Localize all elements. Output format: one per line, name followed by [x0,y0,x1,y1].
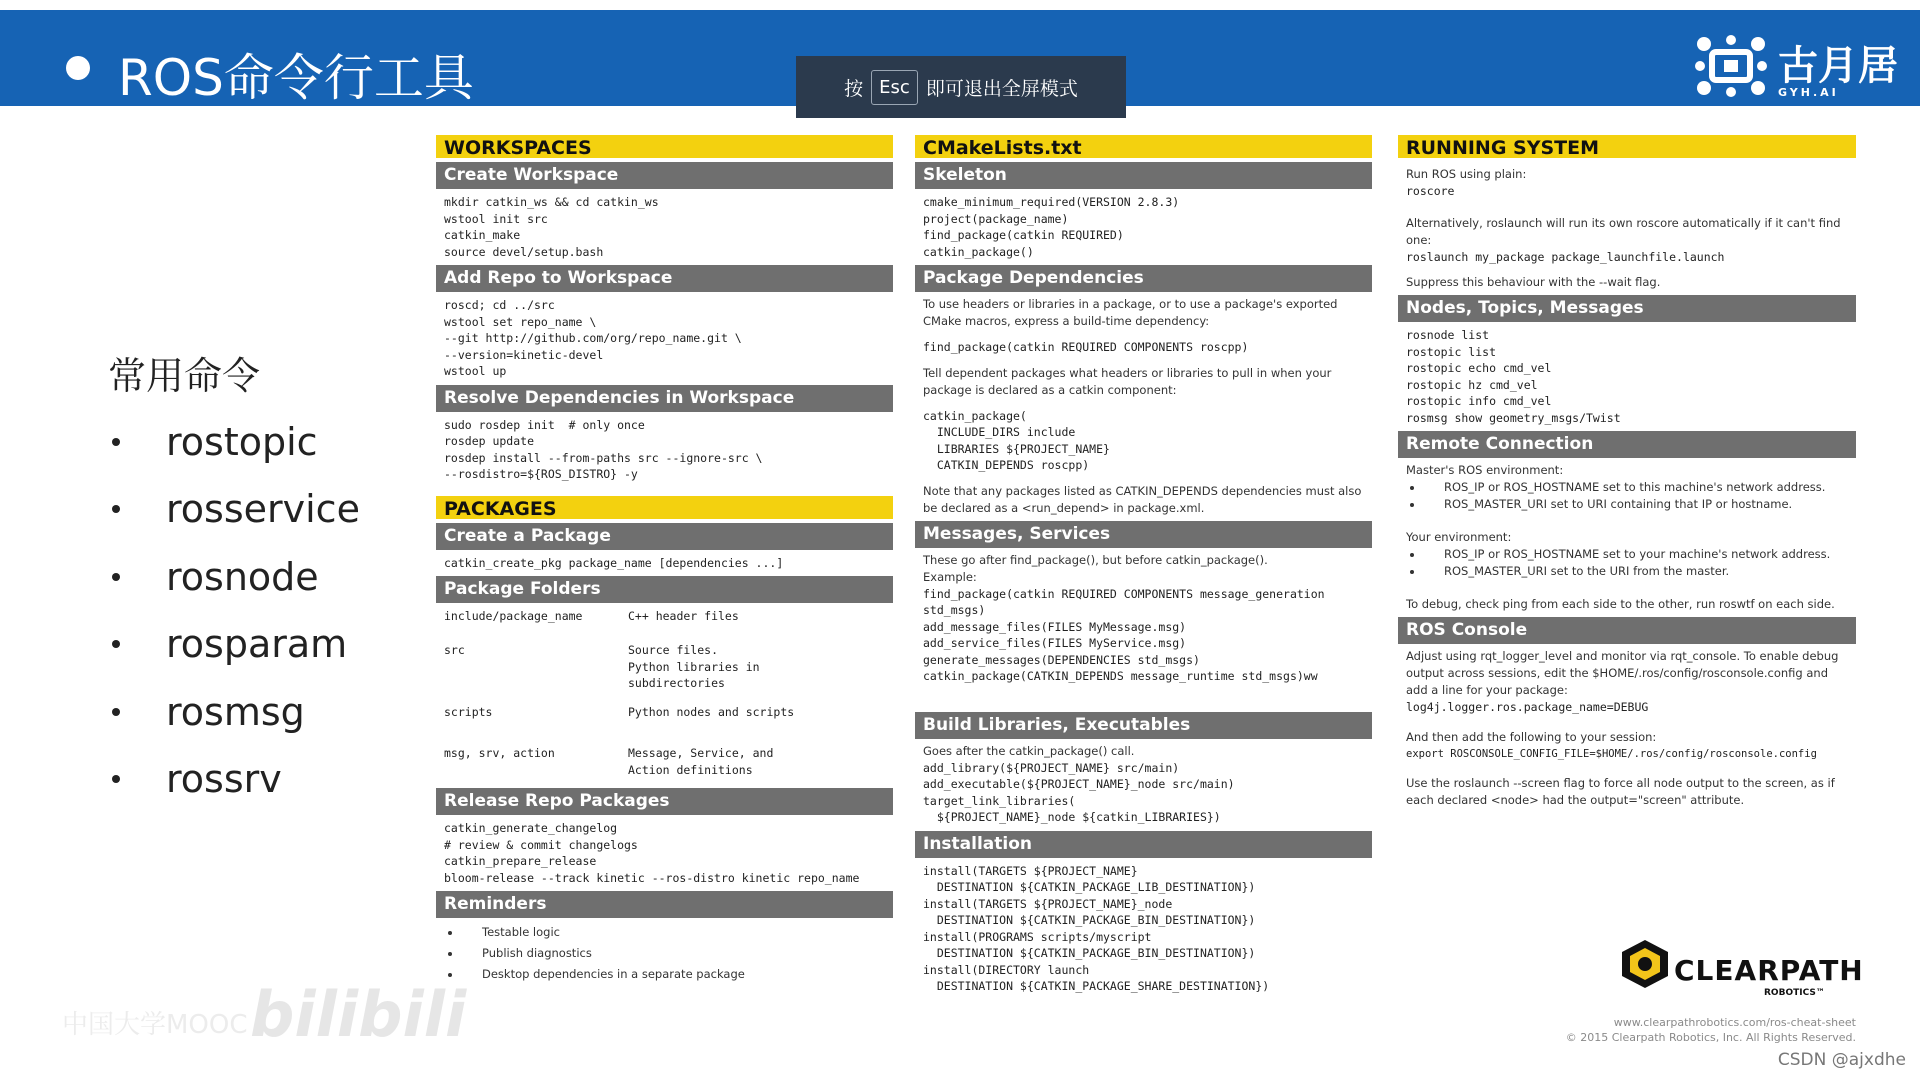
nodes-code: rosnode list rostopic list rostopic echo cmd_vel rostopic hz cmd_vel rostopic info cmd_vel rosmsg show geometry_msgs/Twist [1406,328,1621,425]
bullet-icon [1410,503,1414,507]
code-release: catkin_generate_changelog # review & commit changelogs catkin_prepare_release bloom-release --track kinetic --ros-distro kinetic repo_name [444,821,860,885]
gyh-logo-icon [1694,34,1768,98]
bullet-icon [1410,553,1414,557]
console-code-2: export ROSCONSOLE_CONFIG_FILE=$HOME/.ros/config/rosconsole.config [1406,747,1817,760]
commands-list [108,408,360,813]
command-name: rosparam [166,622,348,667]
bullet-icon [112,775,120,783]
command-name: rossrv [166,757,282,802]
list-item [108,746,360,814]
bullet-icon [448,952,452,956]
cheatsheet-column-1 [436,135,893,989]
subsection-remote-connection: Remote Connection [1398,431,1856,458]
msgs-text-1: These go after find_package(), but before catkin_package(). [923,552,1268,567]
remote-master-text: Master's ROS environment: [1406,463,1564,477]
cheatsheet-column-2 [915,135,1372,1000]
logo-text: 古月居 [1778,43,1898,89]
footer-copyright: © 2015 Clearpath Robotics, Inc. All Rights Reserved. [1565,1031,1856,1044]
deps-code-2: catkin_package( INCLUDE_DIRS include LIBRARIES ${PROJECT_NAME} CATKIN_DEPENDS roscpp) [923,408,1110,472]
code-skeleton: cmake_minimum_required(VERSION 2.8.3) project(package_name) find_package(catkin REQUIRED) catkin_package() [923,195,1180,259]
banner-message: 即可退出全屏模式 [925,77,1078,100]
bullet-icon [112,708,120,716]
folder-desc: Source files. Python libraries in subdirectories [628,643,760,690]
remote-item: ROS_IP or ROS_HOSTNAME set to this machine's network address. [1444,480,1826,494]
slide-title: ROS命令行工具 [118,49,474,107]
reminders-list [436,918,893,989]
gyh-logo [1694,30,1900,104]
deps-code-1: find_package(catkin REQUIRED COMPONENTS roscpp) [923,340,1249,354]
bilibili-watermark: bilibili [250,978,467,1051]
section-packages: PACKAGES [436,496,893,523]
remote-item: ROS_MASTER_URI set to URI containing that IP or hostname. [1444,497,1793,511]
bullet-icon [1410,570,1414,574]
list-item [1406,563,1848,580]
package-folders-table [436,603,893,788]
watermark-mooc: 中国大学MOOC [62,1010,248,1040]
section-running-system: RUNNING SYSTEM [1398,135,1856,162]
list-item [108,543,360,611]
subsection-package-deps: Package Dependencies [915,265,1372,292]
reminder-text: Desktop dependencies in a separate package [482,967,745,981]
bullet-icon [112,640,120,648]
logo-subtext: GYH.AI [1778,86,1839,99]
subsection-create-package: Create a Package [436,523,893,550]
console-text-3: Use the roslaunch --screen flag to force all node output to the screen, as if each declared <node> had the output="screen" attribute. [1406,776,1835,807]
list-item [444,943,885,964]
code-resolve-deps: sudo rosdep init # only once rosdep update rosdep install --from-paths src --ignore-src \ --rosdistro=${ROS_DISTRO} -y [444,417,763,481]
running-code-1: roscore [1406,184,1455,198]
console-text-1: Adjust using rqt_logger_level and monitor via rqt_console. To enable debug output across sessions, edit the $HOME/.ros/config/rosconsole.config and add a line for your package: [1406,649,1839,697]
msgs-code: find_package(catkin REQUIRED COMPONENTS message_generation std_msgs) add_message_files(FILES MyMessage.msg) add_service_files(FILES MyService.msg) generate_messages(DEPENDENCIES std_msgs) catkin_package(CATKIN_DEPENDS message_runtime std_msgs)ww [923,586,1325,683]
running-code-2: roslaunch my_package package_launchfile.launch [1406,249,1725,264]
list-item [108,611,360,679]
subsection-reminders: Reminders [436,891,893,918]
deps-text-3: Note that any packages listed as CATKIN_DEPENDS dependencies must also be declared as a <run_depend> in package.xml. [923,483,1362,515]
clearpath-logo [1614,934,1864,1002]
bullet-icon [112,438,120,446]
list-item [1406,479,1848,496]
subsection-messages-services: Messages, Services [915,521,1372,548]
console-code-1: log4j.logger.ros.package_name=DEBUG [1406,700,1649,714]
remote-your-text: Your environment: [1406,530,1512,544]
list-item [1406,496,1848,513]
subsection-ros-console: ROS Console [1398,617,1856,644]
fullscreen-exit-banner [796,56,1126,118]
bullet-icon [112,505,120,513]
command-name: rosservice [166,487,360,532]
running-text-2: Alternatively, roslaunch will run its own roscore automatically if it can't find one: [1406,215,1841,247]
deps-text-2: Tell dependent packages what headers or libraries to pull in when your package is declared as a catkin component: [923,365,1332,397]
remote-debug-text: To debug, check ping from each side to the other, run roswtf on each side. [1406,597,1835,611]
section-workspaces: WORKSPACES [436,135,893,162]
bullet-icon [1410,486,1414,490]
subsection-installation: Installation [915,831,1372,858]
deps-text-1: To use headers or libraries in a package, or to use a package's exported CMake macros, express a build-time dependency: [923,297,1338,328]
command-name: rosnode [166,554,319,599]
build-code: add_library(${PROJECT_NAME} src/main) add_executable(${PROJECT_NAME}_node src/main) target_link_libraries( ${PROJECT_NAME}_node ${catkin_LIBRARIES}) [923,760,1235,824]
banner-press: 按 [844,77,864,100]
build-text: Goes after the catkin_package() call. [923,743,1135,758]
folder-name: include/package_name [444,609,583,623]
list-item [444,964,885,985]
code-add-repo: roscd; cd ../src wstool set repo_name \ --git http://github.com/org/repo_name.git \ --version=kinetic-devel wstool up [444,298,742,378]
remote-master-list [1398,479,1856,517]
remote-your-list [1398,546,1856,584]
console-text-2: And then add the following to your session: [1406,729,1657,744]
clearpath-name: CLEARPATH [1674,954,1864,987]
bullet-icon [448,973,452,977]
subsection-resolve-deps: Resolve Dependencies in Workspace [436,385,893,412]
cheatsheet-column-3 [1398,135,1856,813]
reminder-text: Publish diagnostics [482,946,592,960]
folder-desc: C++ header files [628,609,739,623]
csdn-watermark: CSDN @ajxdhe [1777,1050,1906,1070]
esc-key[interactable]: Esc [871,70,918,105]
reminder-text: Testable logic [482,925,560,939]
folder-desc: Python nodes and scripts [628,705,795,719]
clearpath-hex-icon [1618,938,1672,990]
subsection-build: Build Libraries, Executables [915,712,1372,739]
subsection-create-workspace: Create Workspace [436,162,893,189]
subsection-package-folders: Package Folders [436,576,893,603]
subsection-release: Release Repo Packages [436,788,893,815]
list-item [108,678,360,746]
install-code: install(TARGETS ${PROJECT_NAME} DESTINATION ${CATKIN_PACKAGE_LIB_DESTINATION}) install(TARGETS ${PROJECT_NAME}_node DESTINATION ${CATKIN_PACKAGE_BIN_DESTINATION}) install(PROGRAMS scripts/myscript DESTINATION ${CATKIN_PACKAGE_BIN_DESTINATION}) install(DIRECTORY launch DESTINATION ${CATKIN_PACKAGE_SHARE_DESTINATION}) [923,863,1270,993]
msgs-text-2: Example: [923,569,977,584]
commands-heading: 常用命令 [108,354,261,398]
command-name: rostopic [166,419,318,464]
footer-url: www.clearpathrobotics.com/ros-cheat-sheet [1613,1016,1856,1029]
code-create-package: catkin_create_pkg package_name [dependencies ...] [444,555,784,570]
subsection-add-repo: Add Repo to Workspace [436,265,893,292]
title-bullet [66,56,90,80]
folder-name: src [444,643,465,657]
folder-name: msg, srv, action [444,746,555,760]
folder-name: scripts [444,705,493,719]
bullet-icon [448,931,452,935]
section-cmakelists: CMakeLists.txt [915,135,1372,162]
bullet-icon [112,573,120,581]
subsection-nodes-topics: Nodes, Topics, Messages [1398,295,1856,322]
list-item [444,922,885,943]
list-item [108,476,360,544]
remote-item: ROS_IP or ROS_HOSTNAME set to your machine's network address. [1444,547,1831,561]
clearpath-sub: ROBOTICS™ [1764,988,1825,998]
code-create-workspace: mkdir catkin_ws && cd catkin_ws wstool init src catkin_make source devel/setup.bash [444,195,659,259]
running-text-1: Run ROS using plain: [1406,167,1527,181]
running-text-3: Suppress this behaviour with the --wait flag. [1406,275,1661,289]
command-name: rosmsg [166,689,305,734]
list-item [1406,546,1848,563]
remote-item: ROS_MASTER_URI set to the URI from the master. [1444,564,1730,578]
folder-desc: Message, Service, and Action definitions [628,746,774,777]
subsection-skeleton: Skeleton [915,162,1372,189]
list-item [108,408,360,476]
